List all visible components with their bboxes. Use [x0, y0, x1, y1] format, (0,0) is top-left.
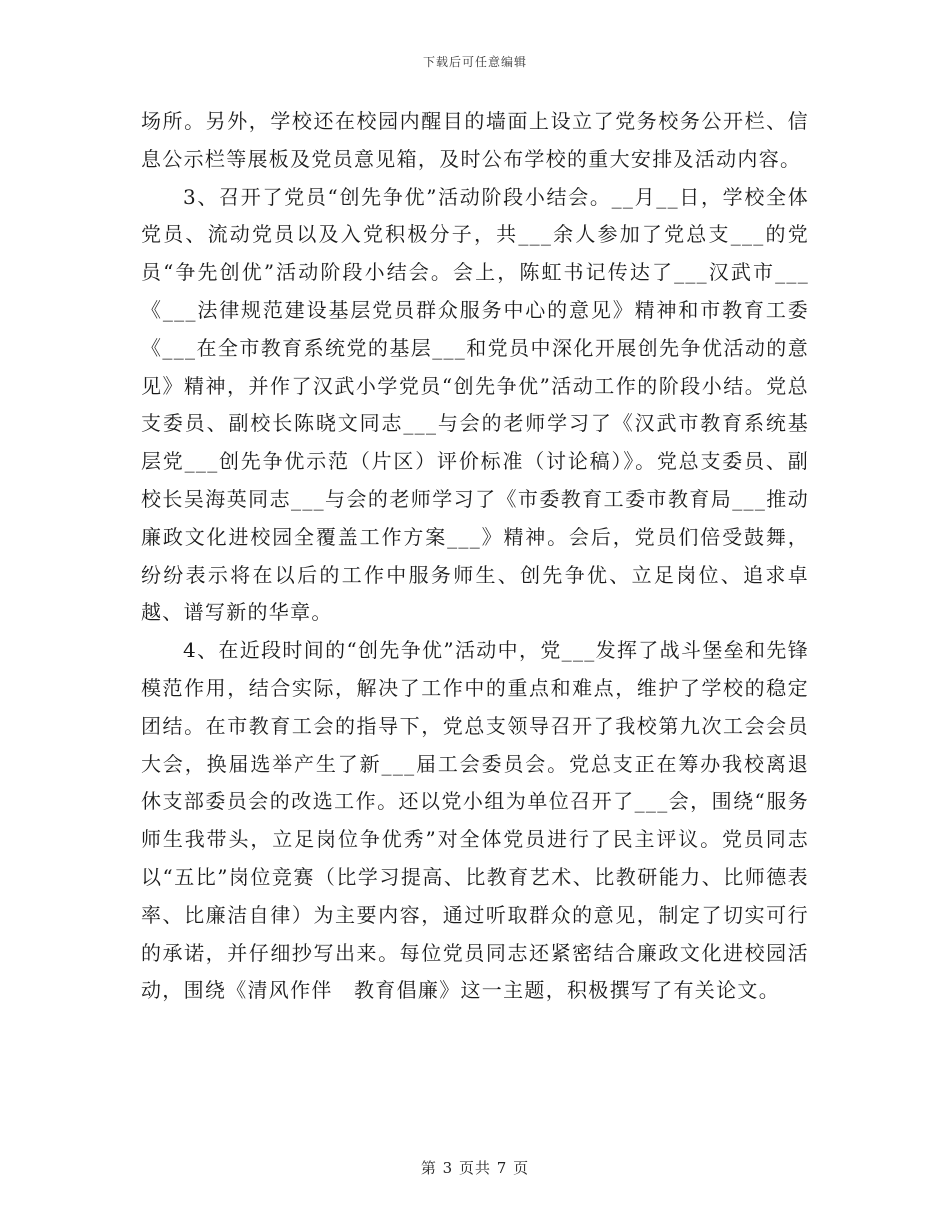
page-header-note: 下载后可任意编辑 [422, 55, 527, 69]
paragraph-item-3: 3、召开了党员“创先争优”活动阶段小结会。__月__日，学校全体党员、流动党员以及入党积极分子，共___余人参加了党总支___的党员“争先创优”活动阶段小结会。会上，陈虹书记传达了___汉武市___《___法律规范建设基层党员群众服务中心的意见》精神和市教育工委《___在全市教育系统党的基层___和党员中深化开展创先争优活动的意见》精神，并作了汉武小学党员“创先争优”活动工作的阶段小结。党总支委员、副校长陈晓文同志___与会的老师学习了《汉武市教育系统基层党___创先争优示范（片区）评价标准（讨论稿）》。党总支委员、副校长吴海英同志___与会的老师学习了《市委教育工委市教育局___推动廉政文化进校园全覆盖工作方案___》精神。会后，党员们倍受鼓舞，纷纷表示将在以后的工作中服务师生、创先争优、立足岗位、追求卓越、谱写新的华章。 [141, 184, 809, 625]
document-body [141, 103, 809, 1010]
paragraph-item-4: 4、在近段时间的“创先争优”活动中，党___发挥了战斗堡垒和先锋模范作用，结合实际，解决了工作中的重点和难点，维护了学校的稳定团结。在市教育工会的指导下，党总支领导召开了我校第九次工会会员大会，换届选举产生了新___届工会委员会。党总支正在筹办我校离退休支部委员会的改选工作。还以党小组为单位召开了___会，围绕“服务师生我带头，立足岗位争优秀”对全体党员进行了民主评议。党员同志以“五比”岗位竞赛（比学习提高、比教育艺术、比教研能力、比师德表率、比廉洁自律）为主要内容，通过听取群众的意见，制定了切实可行的承诺，并仔细抄写出来。每位党员同志还紧密结合廉政文化进校园活动，围绕《清风作伴 教育倡廉》这一主题，积极撰写了有关论文。 [141, 638, 809, 1003]
paragraph-continuation: 场所。另外，学校还在校园内醒目的墙面上设立了党务校务公开栏、信息公示栏等展板及党员意见箱，及时公布学校的重大安排及活动内容。 [141, 109, 809, 171]
page-number: 第 3 页共 7 页 [420, 1159, 530, 1177]
